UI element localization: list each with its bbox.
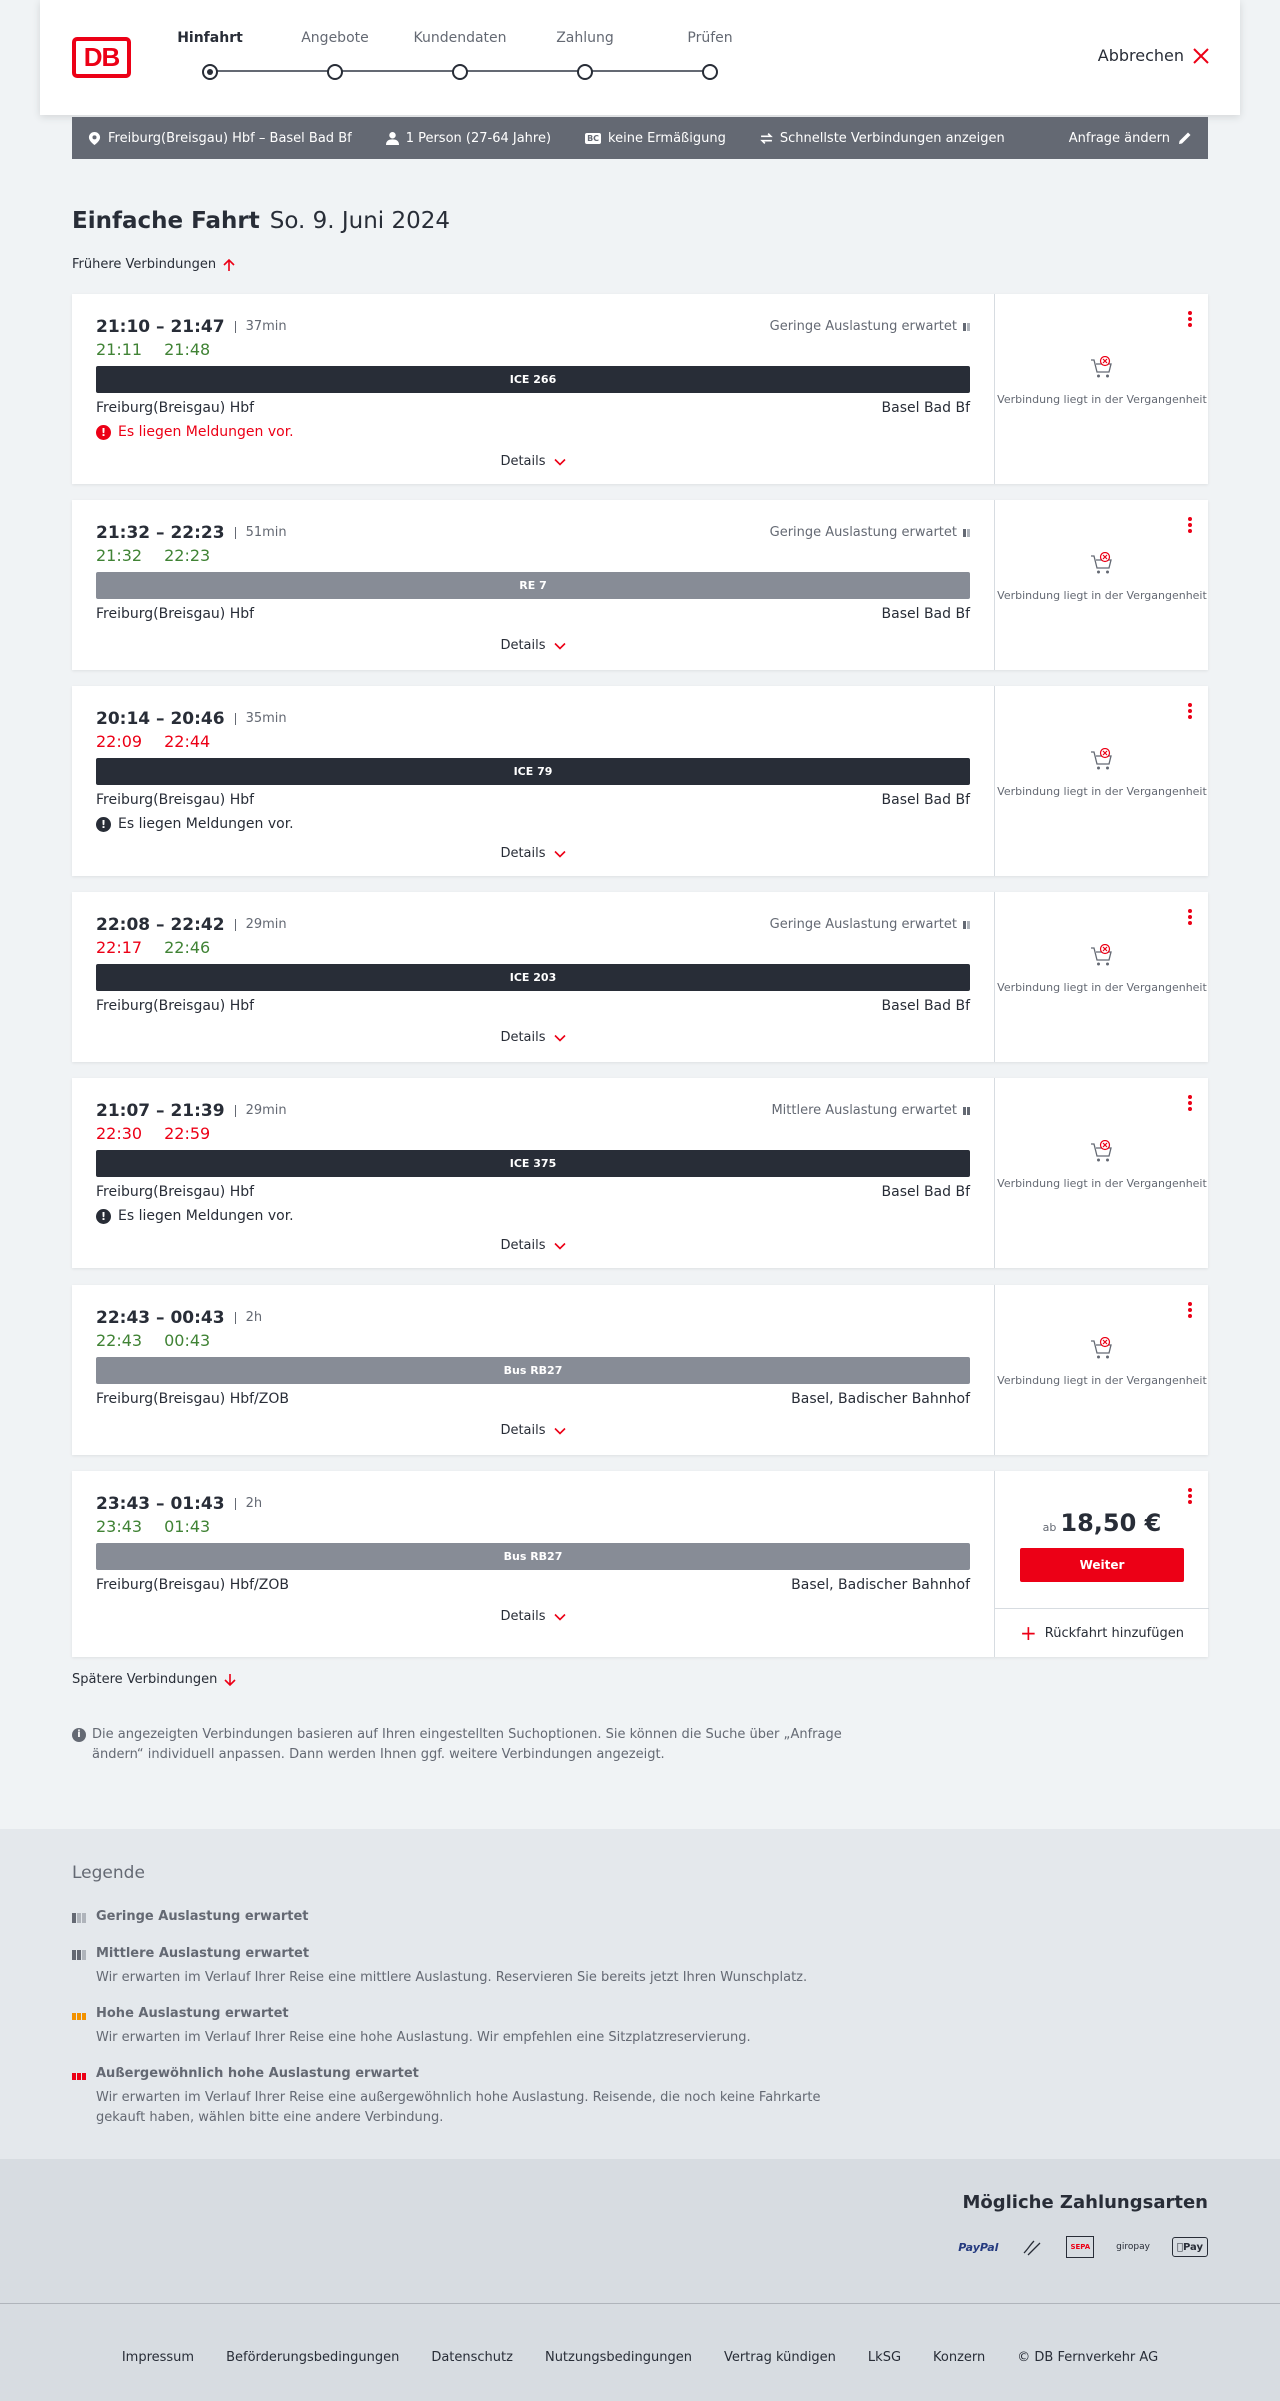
add-return-trip-label: Rückfahrt hinzufügen [1044, 1625, 1184, 1641]
realtime-departure: 21:32 [96, 546, 143, 565]
paypal-logo: PayPal [958, 2240, 999, 2254]
progress-stepper [177, 30, 740, 90]
realtime-times [96, 1124, 210, 1143]
footer-link[interactable]: Konzern [933, 2350, 986, 2365]
payment-methods [0, 2159, 1280, 2303]
plus-icon: + [1020, 1621, 1037, 1645]
past-connection-notice [995, 1140, 1209, 1191]
legend-heading [72, 1909, 872, 1924]
occupancy-level-icon [72, 1948, 88, 1960]
chevron-down-icon [554, 848, 566, 860]
fastest-option[interactable] [760, 131, 1005, 146]
cart-unavailable-icon [1089, 1337, 1115, 1363]
pencil-icon [1178, 131, 1192, 145]
stations [96, 1391, 970, 1407]
arrival-station: Basel Bad Bf [881, 400, 970, 416]
step-angebote[interactable] [280, 30, 390, 80]
occupancy-icon [963, 323, 970, 331]
offer-panel [994, 1471, 1208, 1657]
departure-station: Freiburg(Breisgau) Hbf/ZOB [96, 1391, 289, 1407]
time-range: 21:07 – 21:39 [96, 1101, 225, 1121]
departure-station: Freiburg(Breisgau) Hbf [96, 998, 255, 1014]
route-text: Freiburg(Breisgau) Hbf – Basel Bad Bf [108, 130, 352, 146]
connection-details [72, 294, 994, 484]
footer-link[interactable]: Beförderungsbedingungen [226, 2350, 400, 2365]
connection-details [72, 1471, 994, 1657]
footer-link[interactable]: Nutzungsbedingungen [544, 2350, 692, 2365]
occupancy-text: Mittlere Auslastung erwartet [771, 1103, 957, 1118]
offer-panel [994, 686, 1208, 876]
connection-card[interactable] [72, 500, 1208, 670]
info-icon: i [72, 1728, 86, 1742]
cancel-label: Abbrechen [1097, 46, 1184, 65]
time-range: 21:10 – 21:47 [96, 317, 225, 337]
step-dot [452, 64, 468, 80]
applepay-logo [1172, 2237, 1208, 2257]
chevron-down-icon [554, 640, 566, 652]
cart-unavailable-icon [1089, 748, 1115, 774]
occupancy-indicator [770, 319, 970, 334]
details-label: Details [500, 1423, 546, 1438]
duration: 2h [235, 1498, 263, 1510]
duration: 29min [235, 919, 287, 931]
chevron-down-icon [554, 1611, 566, 1623]
cancel-button[interactable] [1098, 46, 1210, 65]
legend-label: Außergewöhnlich hohe Auslastung erwartet [96, 2066, 419, 2081]
realtime-times [96, 1517, 210, 1536]
connection-card[interactable] [72, 1471, 1208, 1657]
step-label: Angebote [301, 30, 369, 46]
realtime-departure: 21:11 [96, 340, 143, 359]
realtime-arrival: 22:46 [164, 938, 211, 957]
legend-item [72, 2066, 872, 2128]
search-summary-bar [72, 117, 1208, 159]
giropay-logo: giropay [1116, 2242, 1150, 2252]
chevron-down-icon [554, 1032, 566, 1044]
connection-details [72, 1078, 994, 1268]
details-label: Details [500, 638, 546, 653]
time-range: 21:32 – 22:23 [96, 523, 225, 543]
duration: 29min [235, 1105, 287, 1117]
realtime-departure: 22:17 [96, 938, 143, 957]
step-dot [577, 64, 593, 80]
past-connection-notice [995, 748, 1209, 799]
past-connection-text: Verbindung liegt in der Vergangenheit [997, 393, 1207, 406]
occupancy-icon [963, 921, 970, 929]
step-label: Hinfahrt [177, 30, 243, 46]
past-connection-notice [995, 1337, 1209, 1388]
occupancy-icon [963, 1107, 970, 1115]
step-label: Kundendaten [413, 30, 507, 46]
time-range: 23:43 – 01:43 [96, 1494, 225, 1514]
legend-title: Legende [72, 1863, 145, 1883]
later-connections-link[interactable] [72, 1672, 237, 1687]
step-label: Zahlung [556, 30, 614, 46]
occupancy-text: Geringe Auslastung erwartet [769, 319, 957, 334]
offer-panel [994, 500, 1208, 670]
step-zahlung[interactable] [530, 30, 640, 80]
realtime-times [96, 1331, 210, 1350]
planned-times [96, 709, 287, 729]
credit-card-icon [1020, 2234, 1044, 2260]
page-title [72, 208, 450, 234]
past-connection-text: Verbindung liegt in der Vergangenheit [997, 981, 1207, 994]
add-return-trip-button[interactable] [995, 1608, 1209, 1657]
duration: 2h [235, 1312, 263, 1324]
notice-message[interactable] [96, 1208, 294, 1224]
offer-panel [994, 1285, 1208, 1455]
passenger-text: 1 Person (27-64 Jahre) [405, 130, 552, 146]
stations [96, 1577, 970, 1593]
realtime-arrival: 22:23 [164, 546, 211, 565]
fastest-text: Schnellste Verbindungen anzeigen [779, 130, 1005, 146]
stations [96, 606, 970, 622]
realtime-times [96, 732, 210, 751]
occupancy-level-icon [72, 1911, 88, 1923]
person-icon [386, 132, 399, 145]
discount-text: keine Ermäßigung [608, 130, 726, 146]
occupancy-level-icon [72, 2008, 88, 2020]
offer-panel [994, 892, 1208, 1062]
more-options-icon[interactable] [1188, 517, 1192, 533]
close-icon [1192, 47, 1210, 65]
cart-unavailable-icon [1089, 356, 1115, 382]
step-kundendaten[interactable] [405, 30, 515, 80]
planned-times [96, 915, 287, 935]
stations [96, 792, 970, 808]
earlier-connections-link[interactable] [72, 257, 236, 272]
notice-message[interactable] [96, 424, 294, 440]
legend-heading [72, 2066, 872, 2081]
occupancy-indicator [770, 917, 970, 932]
more-options-icon[interactable] [1188, 1302, 1192, 1318]
planned-times [96, 523, 287, 543]
train-bar[interactable]: ICE 79 [96, 758, 970, 785]
legend-section [0, 1829, 1280, 2159]
arrow-up-icon [222, 258, 236, 272]
departure-station: Freiburg(Breisgau) Hbf [96, 606, 255, 622]
chevron-down-icon [554, 1425, 566, 1437]
search-info [72, 1725, 852, 1765]
realtime-departure: 22:09 [96, 732, 143, 751]
step-dot [202, 64, 218, 80]
footer-links [0, 2350, 1280, 2365]
past-connection-text: Verbindung liegt in der Vergangenheit [997, 1177, 1207, 1190]
planned-times [96, 1308, 262, 1328]
connection-details [72, 500, 994, 670]
legend-item [72, 1946, 872, 1988]
footer-link[interactable]: Vertrag kündigen [723, 2350, 836, 2365]
occupancy-level-icon [72, 2068, 88, 2080]
realtime-times [96, 938, 210, 957]
stations [96, 400, 970, 416]
occupancy-icon [963, 529, 970, 537]
step-dot [702, 64, 718, 80]
stations [96, 998, 970, 1014]
notice-text: Es liegen Meldungen vor. [118, 816, 294, 832]
connection-card[interactable] [72, 294, 1208, 484]
occupancy-text: Geringe Auslastung erwartet [769, 525, 957, 540]
planned-times [96, 317, 287, 337]
footer-link[interactable]: Datenschutz [431, 2350, 513, 2365]
legend-label: Hohe Auslastung erwartet [96, 2006, 289, 2021]
legend-description: Wir erwarten im Verlauf Ihrer Reise eine hohe Auslastung. Wir empfehlen eine Sitzplatzreservierung. [96, 2030, 751, 2045]
notice-message[interactable] [96, 816, 294, 832]
payment-title: Mögliche Zahlungsarten [962, 2192, 1208, 2213]
arrow-down-icon [223, 1673, 237, 1687]
stations [96, 1184, 970, 1200]
cart-unavailable-icon [1089, 552, 1115, 578]
planned-times [96, 1101, 287, 1121]
arrival-station: Basel, Badischer Bahnhof [791, 1577, 970, 1593]
trip-type: Einfache Fahrt [72, 208, 260, 234]
realtime-arrival: 01:43 [164, 1517, 211, 1536]
offer-panel [994, 294, 1208, 484]
alert-icon: ! [96, 817, 111, 832]
past-connection-notice [995, 944, 1209, 995]
time-range: 22:43 – 00:43 [96, 1308, 225, 1328]
arrival-station: Basel, Badischer Bahnhof [791, 1391, 970, 1407]
past-connection-text: Verbindung liegt in der Vergangenheit [997, 589, 1207, 602]
connection-card[interactable] [72, 1078, 1208, 1268]
footer-link[interactable]: Impressum [121, 2350, 195, 2365]
legend-item [72, 1909, 872, 1924]
price [995, 1509, 1209, 1537]
details-label: Details [500, 454, 546, 469]
past-connection-text: Verbindung liegt in der Vergangenheit [997, 1374, 1207, 1387]
legend-heading [72, 1946, 872, 1961]
connection-details [72, 686, 994, 876]
arrival-station: Basel Bad Bf [881, 1184, 970, 1200]
notice-text: Es liegen Meldungen vor. [118, 1208, 294, 1224]
footer-link[interactable]: LkSG [867, 2350, 902, 2365]
footer-link[interactable]: © DB Fernverkehr AG [1017, 2350, 1159, 2365]
time-range: 22:08 – 22:42 [96, 915, 225, 935]
travel-date: So. 9. Juni 2024 [269, 208, 451, 234]
db-logo[interactable]: DB [72, 37, 131, 78]
chevron-down-icon [554, 1240, 566, 1252]
realtime-departure: 23:43 [96, 1517, 143, 1536]
more-options-icon[interactable] [1188, 909, 1192, 925]
time-range: 20:14 – 20:46 [96, 709, 225, 729]
passenger-summary[interactable] [386, 131, 551, 146]
more-options-icon[interactable] [1188, 311, 1192, 327]
cart-unavailable-icon [1089, 944, 1115, 970]
realtime-arrival: 22:59 [164, 1124, 211, 1143]
legend-heading [72, 2006, 872, 2021]
swap-arrows-icon [760, 132, 773, 145]
step-hinfahrt[interactable] [155, 30, 265, 80]
details-toggle[interactable] [72, 454, 994, 469]
legend-description: Wir erwarten im Verlauf Ihrer Reise eine außergewöhnlich hohe Auslastung. Reisende, die noch keine Fahrkarte gekauft haben, wählen bitte eine andere Verbindung. [96, 2090, 821, 2125]
realtime-departure: 22:43 [96, 1331, 143, 1350]
header [40, 0, 1240, 115]
edit-request-button[interactable] [1069, 131, 1192, 146]
discount-summary[interactable] [585, 131, 726, 146]
more-options-icon[interactable] [1188, 703, 1192, 719]
realtime-arrival: 21:48 [164, 340, 211, 359]
arrival-station: Basel Bad Bf [881, 606, 970, 622]
alert-icon: ! [96, 425, 111, 440]
realtime-arrival: 00:43 [164, 1331, 211, 1350]
bahncard-icon: BC [587, 133, 600, 143]
past-connection-notice [995, 552, 1209, 603]
realtime-arrival: 22:44 [164, 732, 211, 751]
details-toggle[interactable] [72, 1238, 994, 1253]
connection-card[interactable] [72, 686, 1208, 876]
planned-times [96, 1494, 262, 1514]
train-bar[interactable]: RE 7 [96, 572, 970, 599]
footer [0, 2303, 1280, 2401]
step-pruefen[interactable] [655, 30, 765, 80]
connection-card[interactable] [72, 892, 1208, 1062]
departure-station: Freiburg(Breisgau) Hbf [96, 400, 255, 416]
occupancy-indicator [770, 525, 970, 540]
train-bar[interactable]: Bus RB27 [96, 1357, 970, 1384]
price-value: 18,50 € [1060, 1509, 1162, 1537]
more-options-icon[interactable] [1188, 1095, 1192, 1111]
sepa-logo: SEPA [1066, 2236, 1094, 2258]
train-bar[interactable]: ICE 266 [96, 366, 970, 393]
realtime-times [96, 546, 210, 565]
earlier-connections-label: Frühere Verbindungen [72, 257, 217, 272]
later-connections-label: Spätere Verbindungen [72, 1672, 218, 1687]
details-label: Details [500, 1238, 546, 1253]
alert-icon: ! [96, 1209, 111, 1224]
duration: 51min [235, 527, 287, 539]
details-label: Details [500, 1030, 546, 1045]
edit-request-label: Anfrage ändern [1068, 130, 1170, 146]
more-options-icon[interactable] [1188, 1488, 1192, 1504]
details-label: Details [500, 846, 546, 861]
connection-details [72, 1285, 994, 1455]
notice-text: Es liegen Meldungen vor. [118, 424, 294, 440]
offer-panel [994, 1078, 1208, 1268]
legend-item [72, 2006, 872, 2048]
occupancy-indicator [771, 1103, 970, 1118]
details-toggle[interactable] [72, 1609, 994, 1624]
route-summary[interactable] [88, 131, 352, 146]
departure-station: Freiburg(Breisgau) Hbf [96, 792, 255, 808]
chevron-down-icon [554, 456, 566, 468]
details-label: Details [500, 1609, 546, 1624]
departure-station: Freiburg(Breisgau) Hbf/ZOB [96, 1577, 289, 1593]
realtime-departure: 22:30 [96, 1124, 143, 1143]
train-bar[interactable]: Bus RB27 [96, 1543, 970, 1570]
duration: 37min [235, 321, 287, 333]
train-bar[interactable]: ICE 375 [96, 1150, 970, 1177]
info-text: Die angezeigten Verbindungen basieren auf Ihren eingestellten Suchoptionen. Sie können die Suche über „Anfrage ändern“ individuell anpassen. Dann werden Ihnen ggf. weitere Verbindungen angezeigt. [92, 1727, 842, 1762]
legend-label: Geringe Auslastung erwartet [96, 1909, 309, 1924]
occupancy-text: Geringe Auslastung erwartet [769, 917, 957, 932]
cart-unavailable-icon [1089, 1140, 1115, 1166]
past-connection-text: Verbindung liegt in der Vergangenheit [997, 785, 1207, 798]
past-connection-notice [995, 356, 1209, 407]
connection-details [72, 892, 994, 1062]
departure-station: Freiburg(Breisgau) Hbf [96, 1184, 255, 1200]
duration: 35min [235, 713, 287, 725]
continue-button[interactable]: Weiter [1020, 1548, 1184, 1582]
applepay-label: Pay [1182, 2241, 1203, 2253]
details-toggle[interactable] [72, 1030, 994, 1045]
details-toggle[interactable] [72, 1423, 994, 1438]
realtime-times [96, 340, 210, 359]
connection-card[interactable] [72, 1285, 1208, 1455]
arrival-station: Basel Bad Bf [881, 998, 970, 1014]
details-toggle[interactable] [72, 638, 994, 653]
price-prefix: ab [1042, 1521, 1057, 1534]
payment-logos [958, 2234, 1208, 2260]
details-toggle[interactable] [72, 846, 994, 861]
legend-label: Mittlere Auslastung erwartet [96, 1946, 310, 1961]
location-pin-icon [88, 132, 101, 145]
legend-description: Wir erwarten im Verlauf Ihrer Reise eine mittlere Auslastung. Reservieren Sie bereits jetzt Ihren Wunschplatz. [96, 1970, 808, 1985]
arrival-station: Basel Bad Bf [881, 792, 970, 808]
step-label: Prüfen [687, 30, 733, 46]
train-bar[interactable]: ICE 203 [96, 964, 970, 991]
step-dot [327, 64, 343, 80]
